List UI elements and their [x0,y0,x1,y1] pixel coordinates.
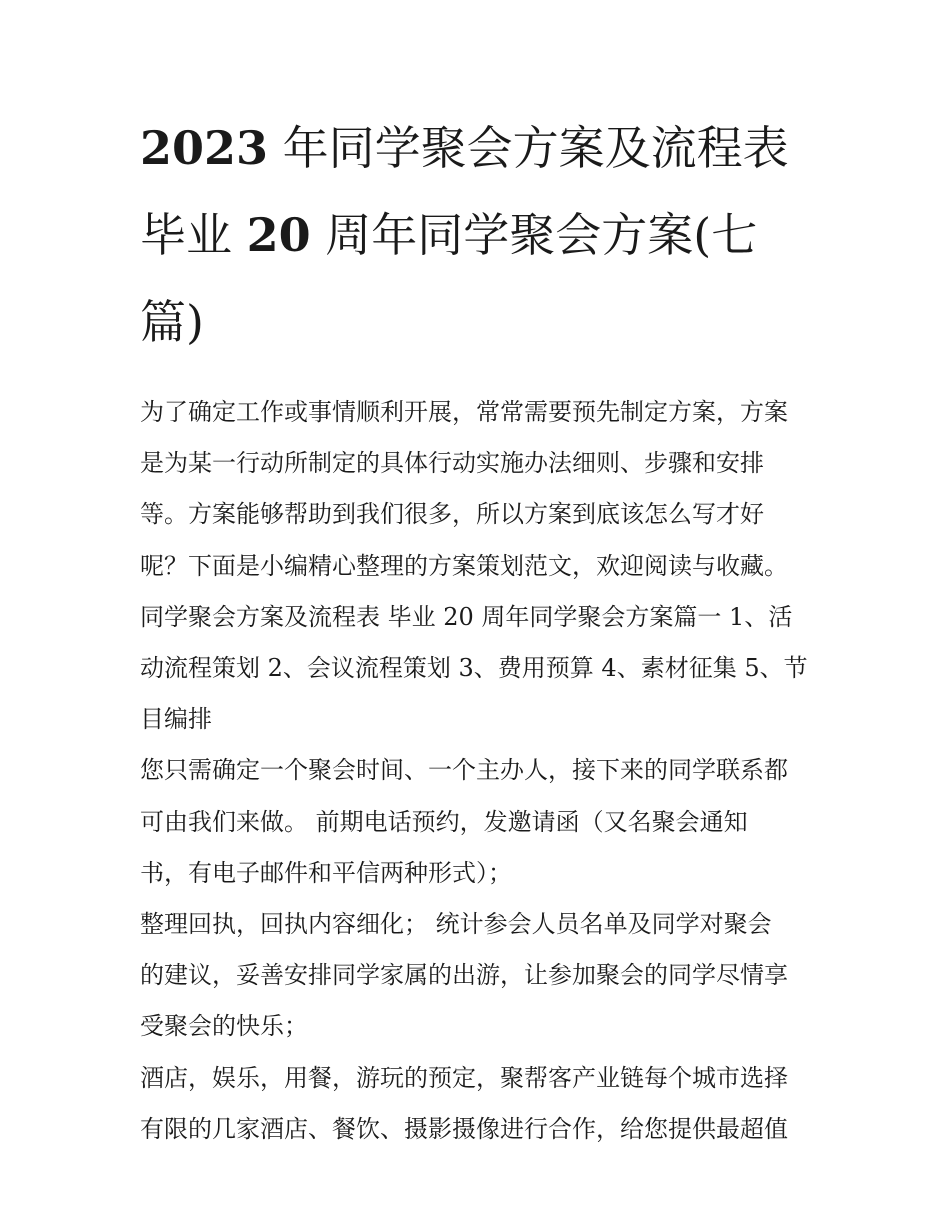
title-line-3-text: 篇) [140,295,204,349]
body-line: 书，有电子邮件和平信两种形式）； [140,858,512,887]
body-line: 目编排 [140,705,212,734]
document-body [140,387,820,1155]
title-year: 2023 [140,121,269,175]
body-line: 酒店，娱乐，用餐，游玩的预定，聚帮客产业链每个城市选择 [140,1063,788,1092]
body-line: 您只需确定一个聚会时间、一个主办人，接下来的同学联系都 [140,756,788,785]
body-line: 的建议，妥善安排同学家属的出游，让参加聚会的同学尽情享 [140,961,788,990]
title-line-3 [140,279,820,366]
body-line: 可由我们来做。 前期电话预约，发邀请函（又名聚会通知 [140,807,748,836]
title-anniversary-number: 20 [246,208,311,262]
title-line-1-text: 年同学聚会方案及流程表 [268,121,789,175]
body-line: 是为某一行动所制定的具体行动实施办法细则、步骤和安排 [140,449,764,478]
body-line: 有限的几家酒店、餐饮、摄影摄像进行合作，给您提供最超值 [140,1114,788,1143]
body-line: 动流程策划 2、会议流程策划 3、费用预算 4、素材征集 5、节 [140,654,808,683]
body-line: 呢？下面是小编精心整理的方案策划范文，欢迎阅读与收藏。 [140,551,788,580]
title-line-1 [140,105,820,192]
title-line-2-text: 周年同学聚会方案(七 [310,208,758,262]
body-line: 等。方案能够帮助到我们很多，所以方案到底该怎么写才好 [140,500,764,529]
body-line: 受聚会的快乐； [140,1012,308,1041]
body-line: 整理回执，回执内容细化； 统计参会人员名单及同学对聚会 [140,910,772,939]
title-line-2 [140,192,820,279]
body-line: 为了确定工作或事情顺利开展，常常需要预先制定方案，方案 [140,398,788,426]
document-page [140,0,820,1155]
body-line: 同学聚会方案及流程表 毕业 20 周年同学聚会方案篇一 1、活 [140,602,793,631]
document-title [140,0,820,366]
title-line-2-pre: 毕业 [140,208,247,262]
